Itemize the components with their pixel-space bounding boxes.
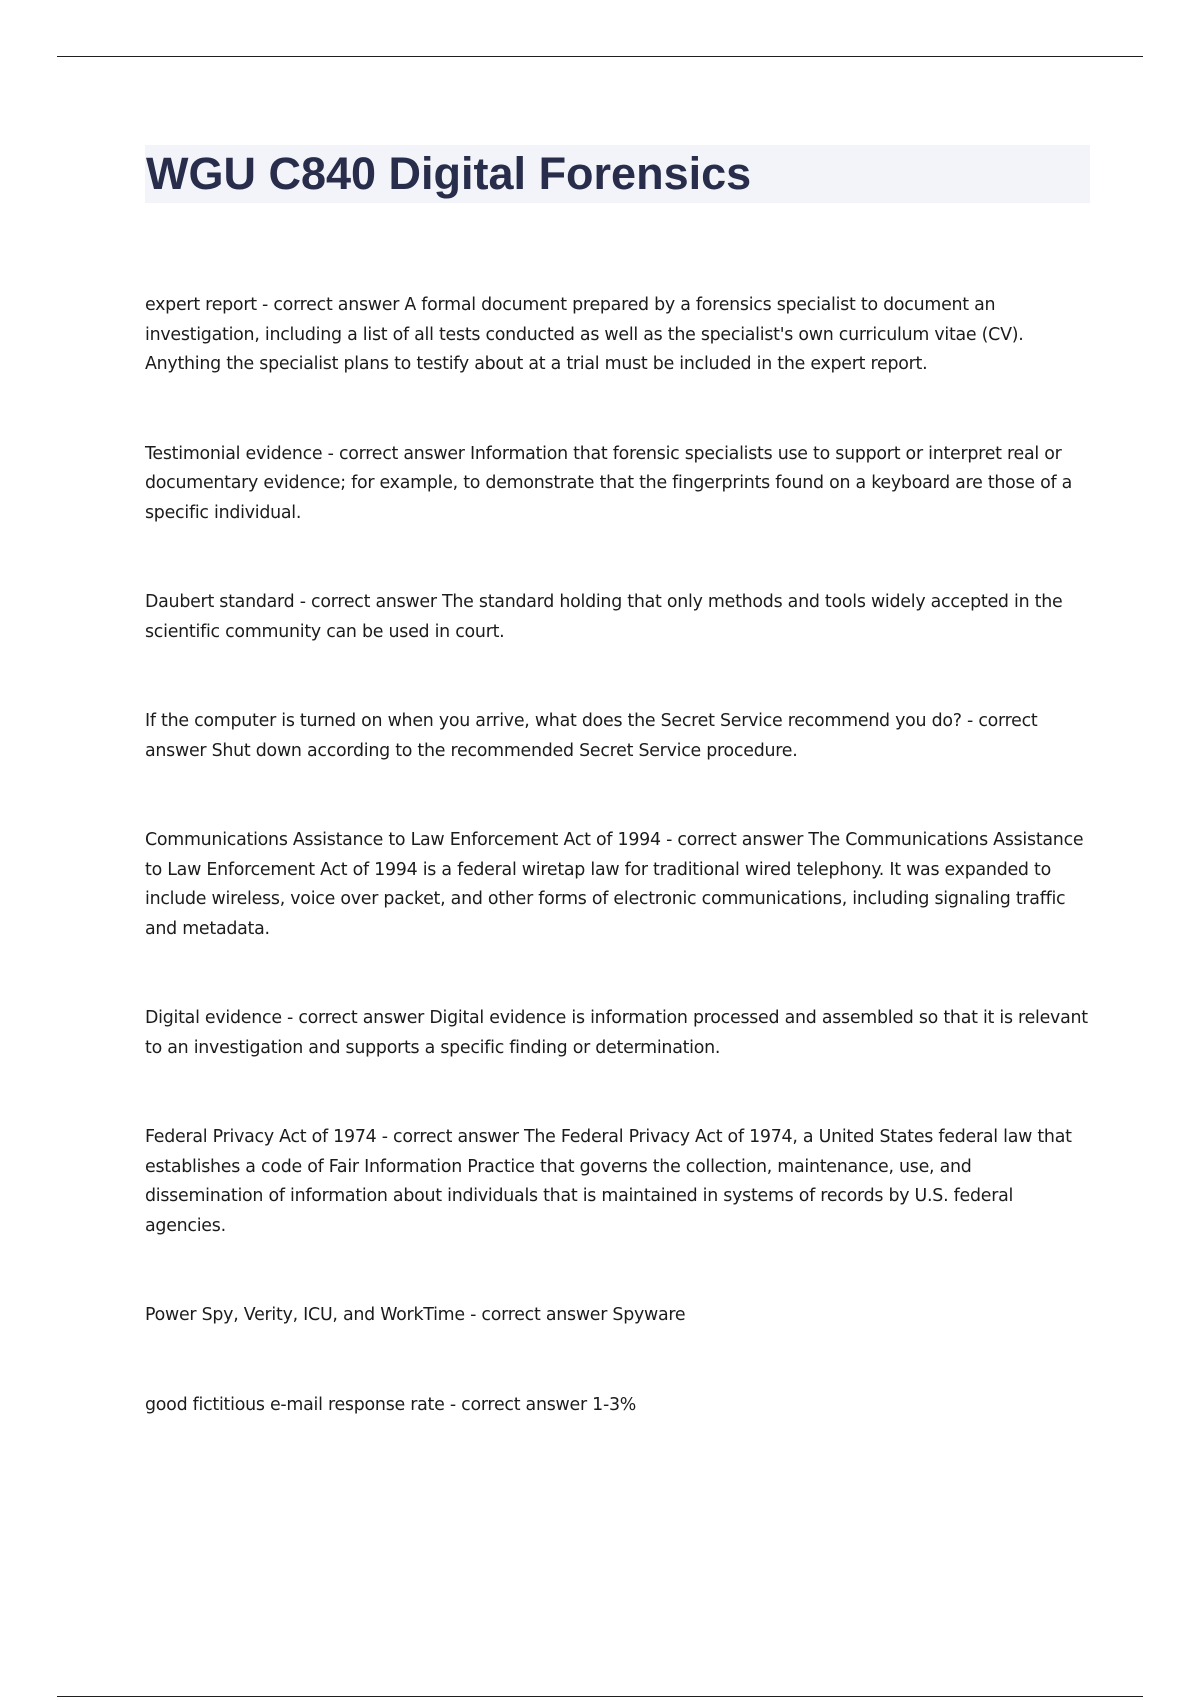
flashcard-entry: Communications Assistance to Law Enforcement Act of 1994 - correct answer The Communications Assistance to Law Enforcement Act of 1994 is a federal wiretap law for traditional wired telephony. It was expanded to include wireless, voice over packet, and other forms of electronic communications, including signaling traffic and metadata. [145,830,1084,939]
document-title: WGU C840 Digital Forensics [146,148,752,199]
flashcard-entry: Daubert standard - correct answer The standard holding that only methods and tools widely accepted in the scientific community can be used in court. [145,592,1063,642]
flashcard-entry: Digital evidence - correct answer Digital evidence is information processed and assembled so that it is relevant to an investigation and supports a specific finding or determination. [145,1008,1088,1058]
bottom-divider [57,1696,1143,1697]
flashcard-list [145,291,1090,1480]
flashcard-entry: expert report - correct answer A formal document prepared by a forensics specialist to document an investigation, including a list of all tests conducted as well as the specialist's own curriculum vitae (CV). Anything the specialist plans to testify about at a trial must be included in the expert report. [145,295,1024,374]
flashcard-entry: If the computer is turned on when you arrive, what does the Secret Service recommend you do? - correct answer Shut down according to the recommended Secret Service procedure. [145,711,1038,761]
flashcard-entry: Power Spy, Verity, ICU, and WorkTime - correct answer Spyware [145,1305,686,1325]
flashcard-entry: Testimonial evidence - correct answer Information that forensic specialists use to support or interpret real or documentary evidence; for example, to demonstrate that the fingerprints found on a keyboard are those of a specific individual. [145,443,1073,523]
top-divider [57,56,1143,57]
flashcard-entry: Federal Privacy Act of 1974 - correct answer The Federal Privacy Act of 1974, a United States federal law that establishes a code of Fair Information Practice that governs the collection, maintenance, use, and dissemination of information about individuals that is maintained in systems of records by U.S. federal agencies. [145,1127,1072,1236]
flashcard-entry: good fictitious e-mail response rate - correct answer 1-3% [145,1394,637,1415]
